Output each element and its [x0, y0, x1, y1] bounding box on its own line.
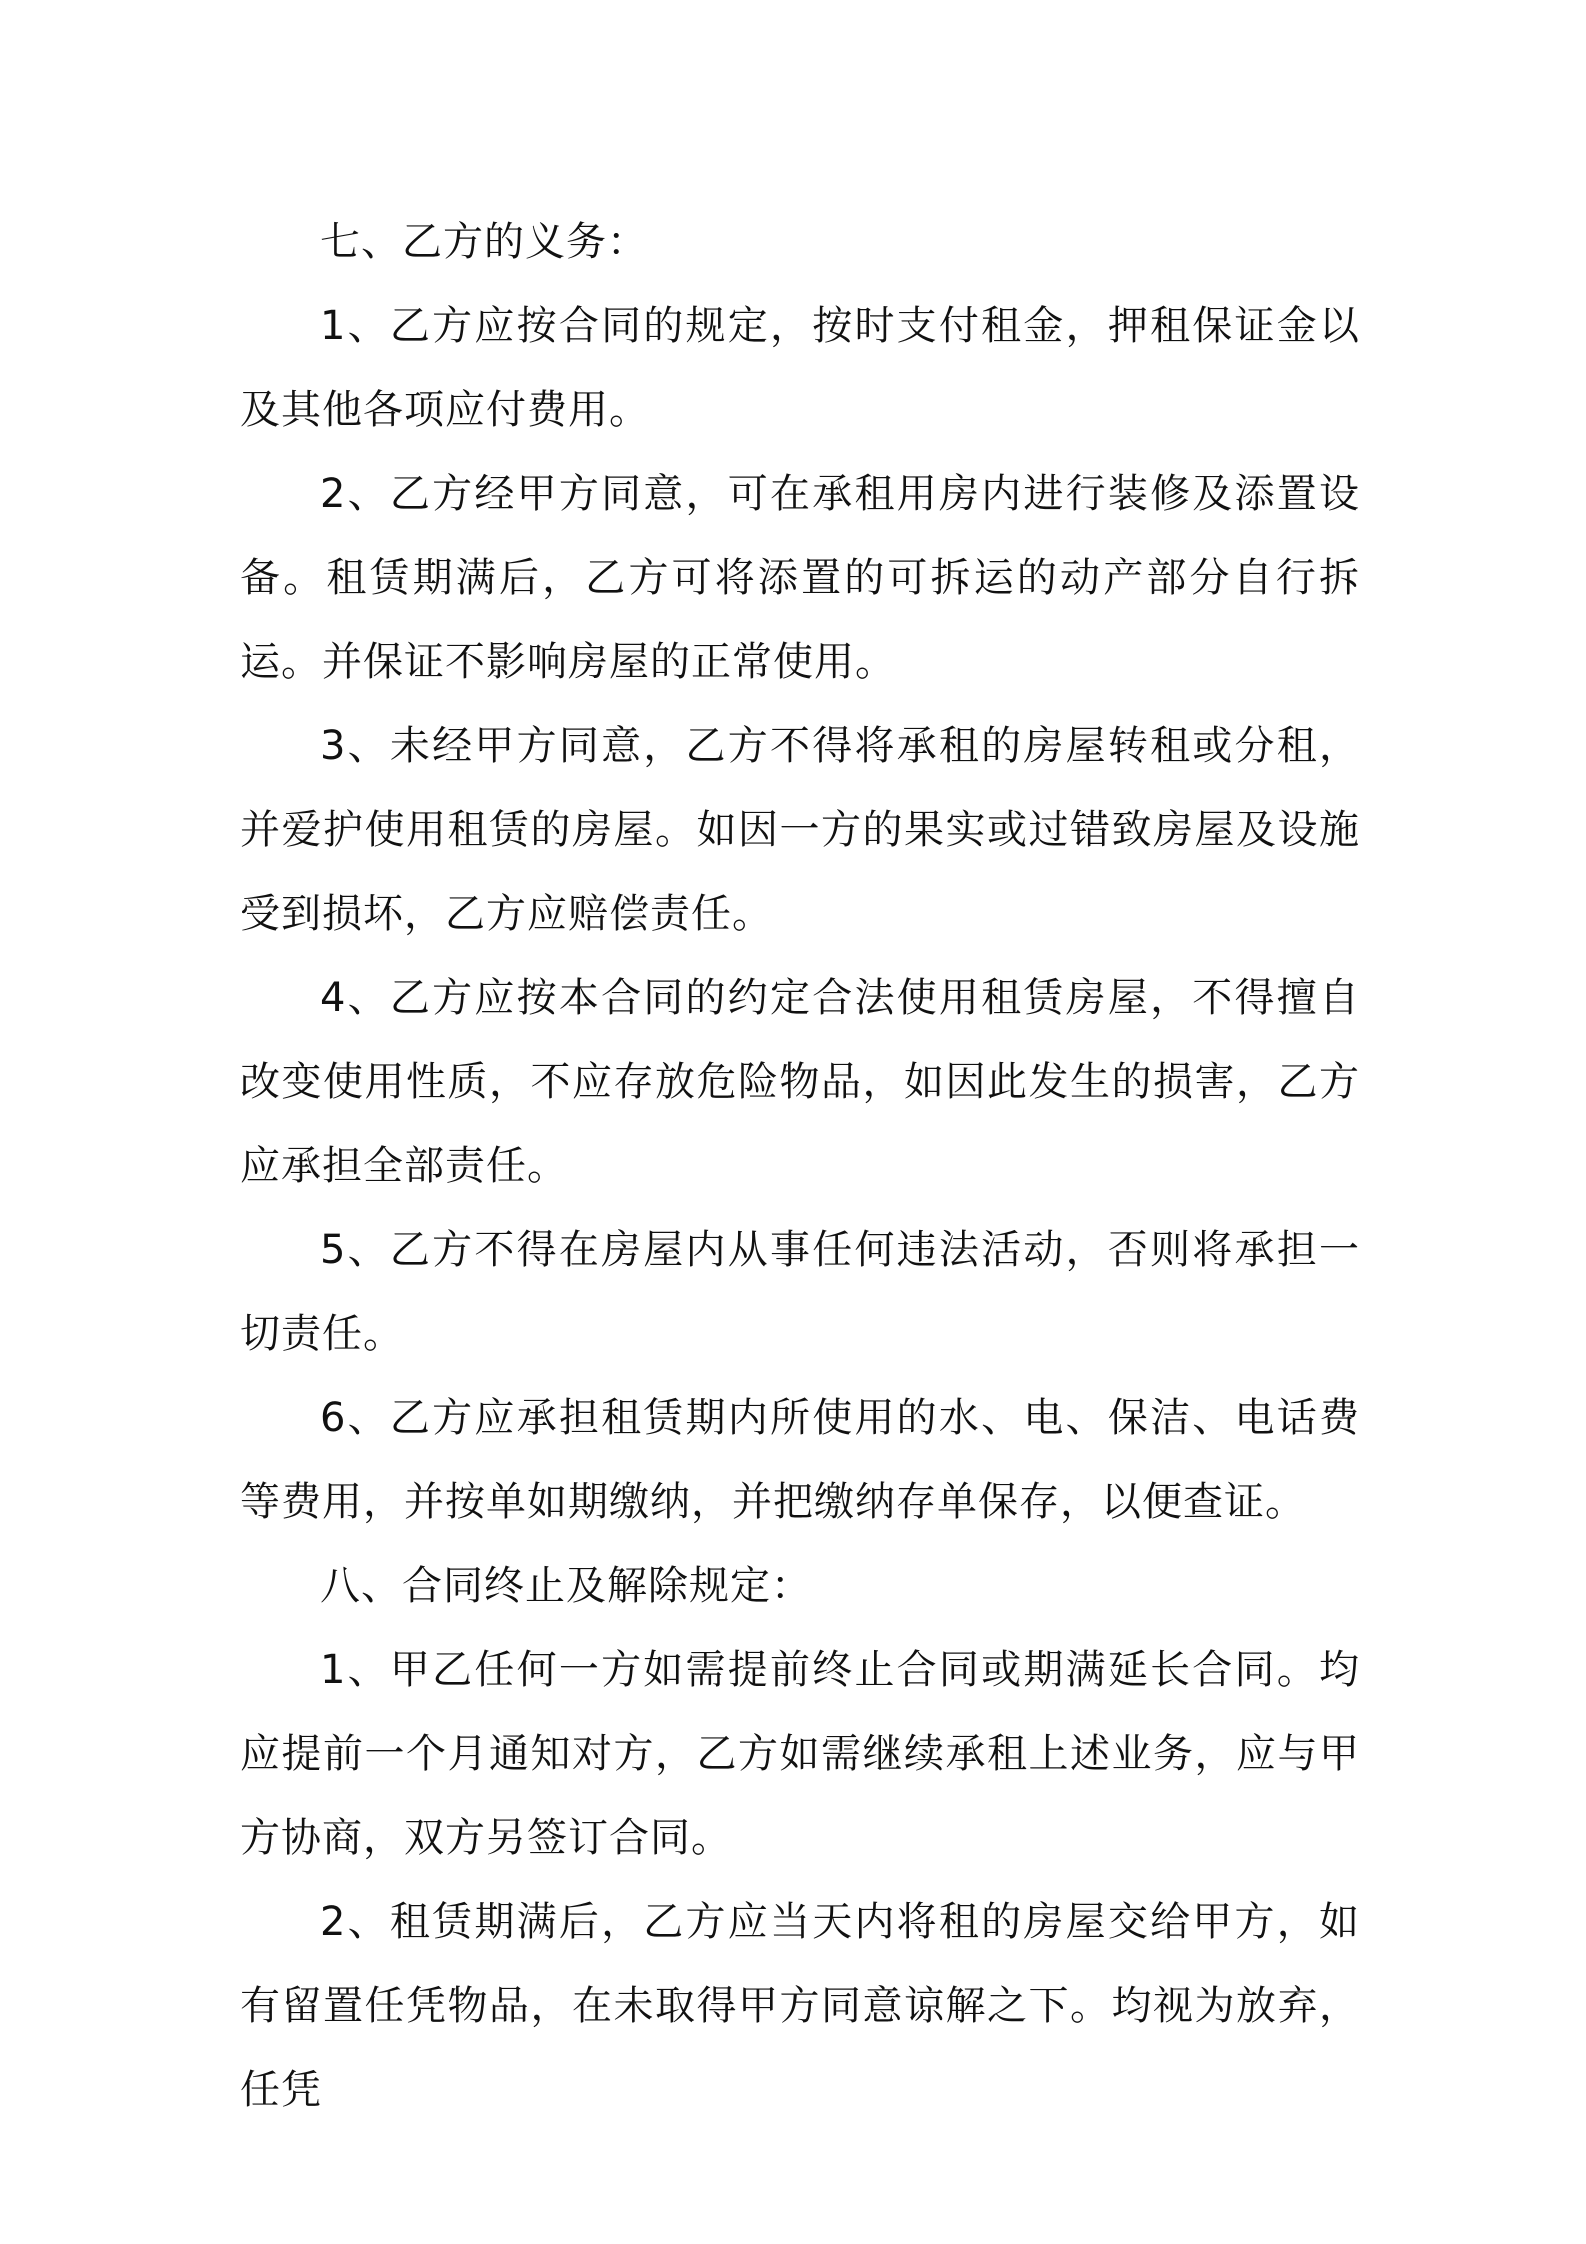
clause-7-3: 3、未经甲方同意，乙方不得将承租的房屋转租或分租，并爱护使用租赁的房屋。如因一方的果实或过错致房屋及设施受到损坏，乙方应赔偿责任。 — [240, 723, 1360, 937]
section-heading-8: 八、合同终止及解除规定： — [320, 1563, 812, 1609]
clause-7-6: 6、乙方应承担租赁期内所使用的水、电、保洁、电话费等费用，并按单如期缴纳，并把缴纳存单保存，以便查证。 — [240, 1395, 1360, 1525]
document-body — [240, 200, 1360, 2132]
clause-8-2: 2、租赁期满后，乙方应当天内将租的房屋交给甲方，如有留置任凭物品，在未取得甲方同意谅解之下。均视为放弃，任凭 — [240, 1899, 1360, 2113]
clause-7-1: 1、乙方应按合同的规定，按时支付租金，押租保证金以及其他各项应付费用。 — [240, 303, 1360, 433]
clause-7-5: 5、乙方不得在房屋内从事任何违法活动，否则将承担一切责任。 — [240, 1227, 1360, 1357]
section-heading-7: 七、乙方的义务： — [320, 219, 648, 265]
clause-7-4: 4、乙方应按本合同的约定合法使用租赁房屋，不得擅自改变使用性质，不应存放危险物品，如因此发生的损害，乙方应承担全部责任。 — [240, 975, 1360, 1189]
clause-8-1: 1、甲乙任何一方如需提前终止合同或期满延长合同。均应提前一个月通知对方，乙方如需继续承租上述业务，应与甲方协商，双方另签订合同。 — [240, 1647, 1360, 1861]
clause-7-2: 2、乙方经甲方同意，可在承租用房内进行装修及添置设备。租赁期满后，乙方可将添置的可拆运的动产部分自行拆运。并保证不影响房屋的正常使用。 — [240, 471, 1360, 685]
